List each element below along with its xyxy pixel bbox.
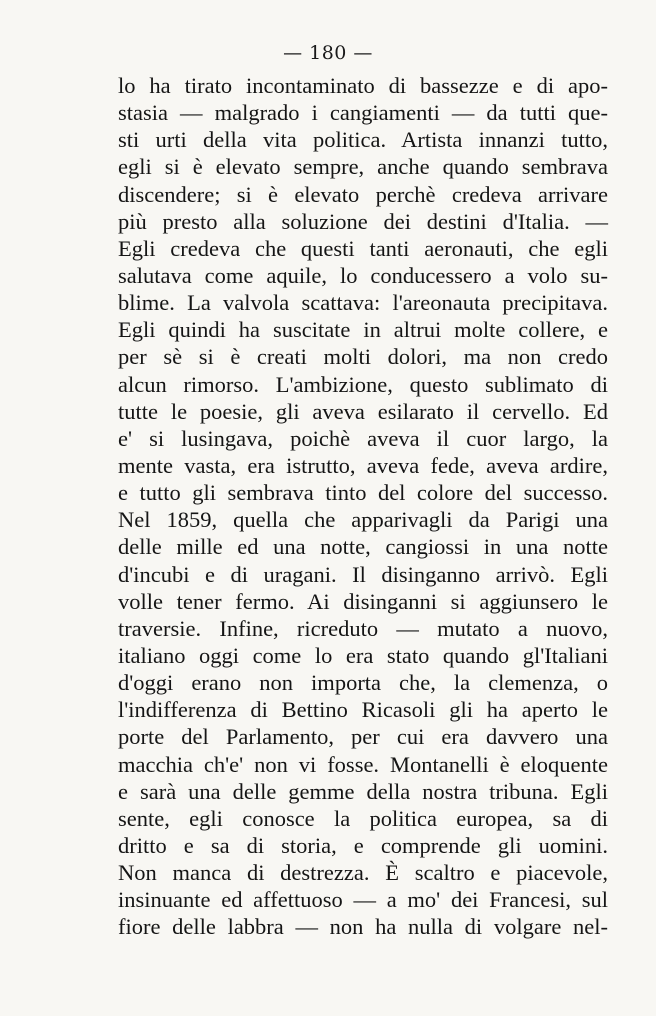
text-line: Egli credeva che questi tanti aeronauti, che egli bbox=[118, 235, 608, 261]
text-line: traversie. Infine, ricreduto — mutato a nuovo, bbox=[118, 615, 608, 641]
text-line: volle tener fermo. Ai disinganni si aggiunsero le bbox=[118, 588, 608, 614]
text-line: d'oggi erano non importa che, la clemenza, o bbox=[118, 670, 608, 696]
text-line: e tutto gli sembrava tinto del colore del successo. bbox=[118, 480, 608, 506]
text-line: italiano oggi come lo era stato quando gl'Italiani bbox=[118, 642, 608, 668]
text-line: porte del Parlamento, per cui era davvero una bbox=[118, 724, 608, 750]
body-text bbox=[118, 72, 608, 941]
text-line: delle mille ed una notte, cangiossi in una notte bbox=[118, 534, 608, 560]
text-line: egli si è elevato sempre, anche quando sembrava bbox=[118, 154, 608, 180]
text-line: lo ha tirato incontaminato di bassezze e di apo- bbox=[118, 73, 608, 98]
text-line: salutava come aquile, lo conducessero a volo su- bbox=[118, 262, 608, 288]
text-line: sente, egli conosce la politica europea, sa di bbox=[118, 805, 608, 831]
text-line: blime. La valvola scattava: l'areonauta precipitava. bbox=[118, 290, 608, 316]
text-line: Nel 1859, quella che apparivagli da Parigi una bbox=[118, 507, 608, 533]
text-line: macchia ch'e' non vi fosse. Montanelli è eloquente bbox=[118, 751, 608, 777]
text-line: insinuante ed affettuoso — a mo' dei Francesi, sul bbox=[118, 887, 608, 913]
text-line: d'incubi e di uragani. Il disinganno arrivò. Egli bbox=[118, 561, 608, 587]
page-number: — 180 — bbox=[283, 42, 373, 64]
text-line: stasia — malgrado i cangiamenti — da tutti que- bbox=[118, 100, 608, 126]
text-line: e sarà una delle gemme della nostra tribuna. Egli bbox=[118, 778, 608, 804]
text-line: Egli quindi ha suscitate in altrui molte collere, e bbox=[118, 317, 608, 343]
text-line: Non manca di destrezza. È scaltro e piacevole, bbox=[118, 860, 608, 886]
text-line: alcun rimorso. L'ambizione, questo sublimato di bbox=[118, 371, 608, 397]
text-line: l'indifferenza di Bettino Ricasoli gli ha aperto le bbox=[118, 697, 608, 723]
text-line: fiore delle labbra — non ha nulla di volgare nel- bbox=[118, 914, 608, 940]
text-line: e' si lusingava, poichè aveva il cuor largo, la bbox=[118, 425, 608, 451]
text-line: più presto alla soluzione dei destini d'Italia. — bbox=[118, 208, 608, 234]
text-line: tutte le poesie, gli aveva esilarato il cervello. Ed bbox=[118, 398, 608, 424]
text-line: dritto e sa di storia, e comprende gli uomini. bbox=[118, 832, 608, 858]
text-line: mente vasta, era istrutto, aveva fede, aveva ardire, bbox=[118, 452, 608, 478]
text-line: sti urti della vita politica. Artista innanzi tutto, bbox=[118, 127, 608, 153]
text-line: per sè si è creati molti dolori, ma non credo bbox=[118, 344, 608, 370]
text-line: discendere; si è elevato perchè credeva arrivare bbox=[118, 181, 608, 207]
